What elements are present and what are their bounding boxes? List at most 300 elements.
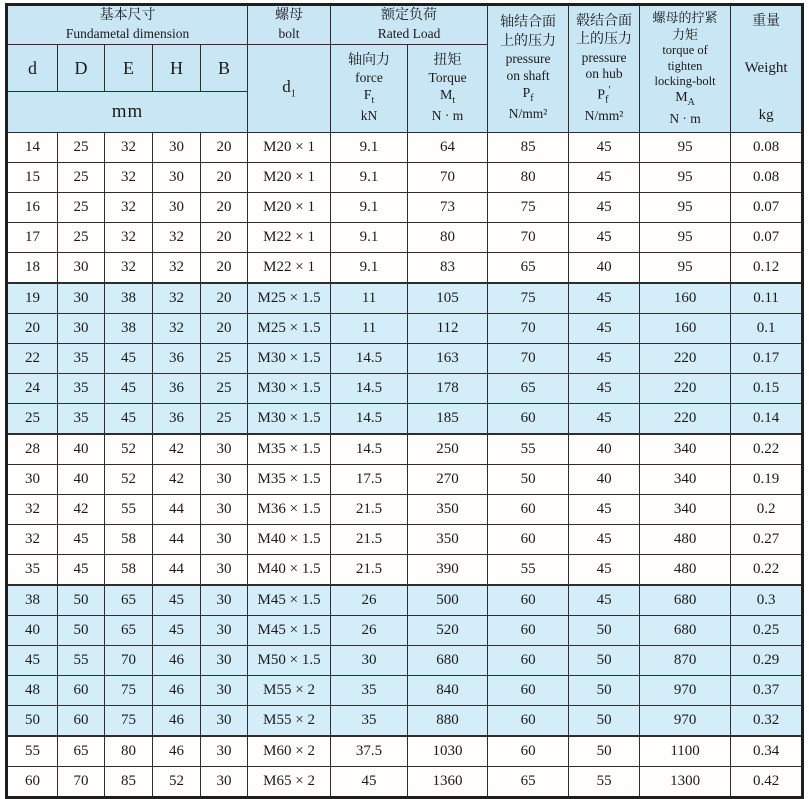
header-col-d: d: [7, 45, 58, 92]
cell-Mt: 250: [408, 434, 488, 465]
cell-weight: 0.11: [731, 283, 803, 314]
cell-B: 20: [201, 223, 248, 253]
cell-d: 45: [7, 646, 58, 676]
table-row: [7, 133, 803, 163]
cell-Mt: 185: [408, 404, 488, 435]
cell-Pf_shaft: 70: [488, 223, 569, 253]
cell-d1: M40 × 1.5: [248, 525, 331, 555]
cell-Mt: 390: [408, 555, 488, 586]
cell-E: 32: [105, 193, 153, 223]
cell-Ft: 9.1: [331, 223, 408, 253]
cell-d: 25: [7, 404, 58, 435]
cell-weight: 0.29: [731, 646, 803, 676]
cell-Ft: 37.5: [331, 736, 408, 767]
cell-H: 36: [153, 344, 201, 374]
cell-Mt: 880: [408, 706, 488, 737]
cell-Pf_hub: 45: [569, 525, 640, 555]
cell-B: 30: [201, 767, 248, 798]
cell-d: 35: [7, 555, 58, 586]
table-body: [7, 133, 803, 798]
cell-MA: 870: [640, 646, 731, 676]
table-row: [7, 193, 803, 223]
cell-Pf_shaft: 70: [488, 344, 569, 374]
cell-d1: M35 × 1.5: [248, 434, 331, 465]
cell-d: 14: [7, 133, 58, 163]
weight-zh: 重量: [752, 14, 781, 29]
cell-Pf_hub: 40: [569, 434, 640, 465]
tighten-en3: locking-bolt: [654, 73, 716, 88]
cell-B: 20: [201, 163, 248, 193]
cell-B: 20: [201, 193, 248, 223]
header-col-B: B: [201, 45, 248, 92]
cell-Ft: 30: [331, 646, 408, 676]
header-pressure-on-hub: [569, 5, 640, 133]
cell-Pf_hub: 40: [569, 253, 640, 284]
cell-weight: 0.34: [731, 736, 803, 767]
cell-Pf_hub: 50: [569, 736, 640, 767]
cell-Pf_hub: 45: [569, 555, 640, 586]
cell-Pf_shaft: 60: [488, 706, 569, 737]
cell-D: 25: [58, 223, 105, 253]
cell-D: 70: [58, 767, 105, 798]
cell-B: 30: [201, 525, 248, 555]
cell-D: 25: [58, 133, 105, 163]
cell-Pf_hub: 50: [569, 706, 640, 737]
cell-d1: M60 × 2: [248, 736, 331, 767]
basic-dimension-zh: 基本尺寸: [99, 8, 156, 24]
header-bolt: [248, 5, 331, 45]
cell-Ft: 21.5: [331, 525, 408, 555]
pressure-hub-en2: on hub: [585, 66, 623, 82]
cell-B: 30: [201, 495, 248, 525]
cell-weight: 0.07: [731, 223, 803, 253]
cell-weight: 0.2: [731, 495, 803, 525]
cell-Pf_hub: 40: [569, 465, 640, 495]
cell-Pf_shaft: 55: [488, 434, 569, 465]
cell-Pf_hub: 45: [569, 495, 640, 525]
table-row: [7, 253, 803, 284]
cell-B: 25: [201, 374, 248, 404]
table-row: [7, 283, 803, 314]
cell-MA: 220: [640, 374, 731, 404]
cell-weight: 0.42: [731, 767, 803, 798]
cell-Mt: 1030: [408, 736, 488, 767]
pressure-hub-symbol: $P_f'$: [597, 84, 611, 106]
force-unit: kN: [360, 108, 378, 124]
header-weight: [731, 5, 803, 133]
cell-D: 35: [58, 404, 105, 435]
cell-Pf_hub: 55: [569, 767, 640, 798]
cell-d1: M55 × 2: [248, 706, 331, 737]
cell-Ft: 26: [331, 616, 408, 646]
cell-Pf_hub: 50: [569, 646, 640, 676]
cell-weight: 0.17: [731, 344, 803, 374]
cell-Mt: 500: [408, 585, 488, 616]
cell-H: 30: [153, 193, 201, 223]
cell-MA: 160: [640, 314, 731, 344]
cell-d: 30: [7, 465, 58, 495]
cell-D: 30: [58, 253, 105, 284]
cell-Pf_hub: 45: [569, 585, 640, 616]
cell-MA: 340: [640, 465, 731, 495]
cell-MA: 340: [640, 434, 731, 465]
cell-H: 44: [153, 495, 201, 525]
cell-E: 80: [105, 736, 153, 767]
cell-Mt: 520: [408, 616, 488, 646]
pressure-shaft-symbol: $P_f$: [522, 86, 534, 104]
cell-weight: 0.22: [731, 555, 803, 586]
cell-Mt: 1360: [408, 767, 488, 798]
cell-weight: 0.08: [731, 163, 803, 193]
cell-E: 52: [105, 434, 153, 465]
cell-Pf_hub: 45: [569, 223, 640, 253]
cell-Pf_shaft: 75: [488, 283, 569, 314]
cell-d: 16: [7, 193, 58, 223]
cell-weight: 0.22: [731, 434, 803, 465]
cell-B: 30: [201, 646, 248, 676]
cell-MA: 95: [640, 253, 731, 284]
cell-d: 40: [7, 616, 58, 646]
cell-H: 32: [153, 283, 201, 314]
cell-Pf_shaft: 60: [488, 525, 569, 555]
cell-d: 60: [7, 767, 58, 798]
cell-Pf_shaft: 50: [488, 465, 569, 495]
cell-H: 46: [153, 676, 201, 706]
cell-E: 32: [105, 133, 153, 163]
cell-Ft: 35: [331, 706, 408, 737]
cell-Pf_hub: 45: [569, 314, 640, 344]
pressure-shaft-en1: pressure: [505, 51, 551, 67]
cell-MA: 680: [640, 616, 731, 646]
cell-MA: 95: [640, 163, 731, 193]
cell-Ft: 21.5: [331, 555, 408, 586]
cell-E: 65: [105, 585, 153, 616]
cell-Pf_shaft: 55: [488, 555, 569, 586]
cell-D: 35: [58, 344, 105, 374]
cell-H: 45: [153, 616, 201, 646]
cell-E: 52: [105, 465, 153, 495]
table-row: [7, 465, 803, 495]
table-row: [7, 314, 803, 344]
cell-weight: 0.27: [731, 525, 803, 555]
cell-MA: 95: [640, 193, 731, 223]
header-pressure-on-shaft: [488, 5, 569, 133]
cell-Pf_shaft: 65: [488, 253, 569, 284]
cell-weight: 0.12: [731, 253, 803, 284]
cell-d: 50: [7, 706, 58, 737]
cell-d1: M45 × 1.5: [248, 616, 331, 646]
cell-Ft: 9.1: [331, 253, 408, 284]
cell-Mt: 350: [408, 495, 488, 525]
cell-E: 55: [105, 495, 153, 525]
cell-Pf_shaft: 85: [488, 133, 569, 163]
cell-B: 20: [201, 133, 248, 163]
force-en: force: [355, 70, 383, 86]
table-row: [7, 344, 803, 374]
cell-d1: M50 × 1.5: [248, 646, 331, 676]
pressure-shaft-en2: on shaft: [506, 68, 550, 84]
cell-D: 60: [58, 706, 105, 737]
cell-Ft: 9.1: [331, 193, 408, 223]
table-row: [7, 163, 803, 193]
cell-D: 35: [58, 374, 105, 404]
cell-Pf_shaft: 60: [488, 495, 569, 525]
cell-B: 30: [201, 676, 248, 706]
cell-d: 19: [7, 283, 58, 314]
cell-Pf_hub: 45: [569, 404, 640, 435]
cell-D: 42: [58, 495, 105, 525]
cell-Mt: 680: [408, 646, 488, 676]
table-row: [7, 495, 803, 525]
cell-Mt: 83: [408, 253, 488, 284]
cell-Ft: 35: [331, 676, 408, 706]
cell-D: 25: [58, 193, 105, 223]
cell-Pf_shaft: 65: [488, 767, 569, 798]
pressure-hub-unit: N/mm²: [584, 108, 624, 124]
cell-D: 50: [58, 616, 105, 646]
cell-MA: 220: [640, 344, 731, 374]
cell-B: 30: [201, 465, 248, 495]
cell-d: 18: [7, 253, 58, 284]
header-rated-load: [331, 5, 488, 45]
cell-MA: 220: [640, 404, 731, 435]
cell-Ft: 11: [331, 314, 408, 344]
cell-E: 32: [105, 253, 153, 284]
header-axial-force: [331, 45, 408, 133]
header-torque: [408, 45, 488, 133]
cell-Ft: 26: [331, 585, 408, 616]
cell-E: 45: [105, 404, 153, 435]
cell-H: 46: [153, 706, 201, 737]
cell-Mt: 112: [408, 314, 488, 344]
cell-Ft: 11: [331, 283, 408, 314]
cell-d1: M65 × 2: [248, 767, 331, 798]
cell-H: 45: [153, 585, 201, 616]
cell-d1: M20 × 1: [248, 193, 331, 223]
cell-E: 75: [105, 706, 153, 737]
cell-MA: 1100: [640, 736, 731, 767]
pressure-shaft-unit: N/mm²: [508, 106, 548, 122]
cell-Mt: 350: [408, 525, 488, 555]
cell-B: 30: [201, 555, 248, 586]
weight-unit: kg: [758, 106, 774, 123]
bolt-zh: 螺母: [275, 8, 304, 24]
cell-d: 38: [7, 585, 58, 616]
cell-Pf_shaft: 60: [488, 676, 569, 706]
torque-en: Torque: [428, 70, 467, 86]
cell-H: 52: [153, 767, 201, 798]
tighten-zh1: 螺母的拧紧: [652, 10, 718, 26]
cell-weight: 0.37: [731, 676, 803, 706]
cell-Pf_hub: 45: [569, 283, 640, 314]
cell-MA: 680: [640, 585, 731, 616]
cell-Mt: 64: [408, 133, 488, 163]
cell-Pf_shaft: 80: [488, 163, 569, 193]
cell-D: 65: [58, 736, 105, 767]
cell-d1: M20 × 1: [248, 133, 331, 163]
cell-weight: 0.3: [731, 585, 803, 616]
cell-d: 20: [7, 314, 58, 344]
cell-H: 36: [153, 404, 201, 435]
cell-MA: 95: [640, 223, 731, 253]
tighten-en1: torque of: [662, 43, 708, 58]
cell-D: 30: [58, 283, 105, 314]
cell-d: 48: [7, 676, 58, 706]
cell-weight: 0.08: [731, 133, 803, 163]
cell-Ft: 14.5: [331, 374, 408, 404]
table-row: [7, 555, 803, 586]
cell-E: 32: [105, 163, 153, 193]
rated-load-zh: 额定负荷: [381, 8, 438, 24]
cell-Pf_shaft: 60: [488, 404, 569, 435]
cell-E: 85: [105, 767, 153, 798]
cell-H: 44: [153, 555, 201, 586]
cell-MA: 970: [640, 676, 731, 706]
force-zh: 轴向力: [348, 52, 391, 68]
header-col-D: D: [58, 45, 105, 92]
pressure-hub-zh2: 上的压力: [576, 32, 633, 48]
table-row: [7, 676, 803, 706]
cell-H: 42: [153, 434, 201, 465]
cell-E: 75: [105, 676, 153, 706]
cell-Mt: 105: [408, 283, 488, 314]
cell-d1: M45 × 1.5: [248, 585, 331, 616]
cell-B: 30: [201, 736, 248, 767]
pressure-hub-en1: pressure: [581, 49, 627, 65]
table-row: [7, 374, 803, 404]
torque-unit: N · m: [431, 108, 464, 124]
cell-Mt: 270: [408, 465, 488, 495]
cell-d1: M30 × 1.5: [248, 404, 331, 435]
tighten-en2: tighten: [667, 58, 703, 73]
cell-d1: M25 × 1.5: [248, 283, 331, 314]
cell-weight: 0.19: [731, 465, 803, 495]
d1-symbol: $d_1$: [282, 77, 296, 100]
cell-Ft: 9.1: [331, 133, 408, 163]
cell-d: 17: [7, 223, 58, 253]
cell-E: 38: [105, 283, 153, 314]
cell-H: 32: [153, 223, 201, 253]
cell-Mt: 80: [408, 223, 488, 253]
cell-Pf_hub: 50: [569, 676, 640, 706]
table-row: [7, 585, 803, 616]
cell-d: 32: [7, 525, 58, 555]
header-basic-dimension: [7, 5, 248, 45]
table-row: [7, 767, 803, 798]
cell-MA: 340: [640, 495, 731, 525]
cell-H: 32: [153, 314, 201, 344]
cell-B: 25: [201, 404, 248, 435]
cell-MA: 95: [640, 133, 731, 163]
cell-MA: 480: [640, 525, 731, 555]
cell-Pf_hub: 45: [569, 374, 640, 404]
cell-E: 70: [105, 646, 153, 676]
cell-D: 45: [58, 555, 105, 586]
cell-Mt: 178: [408, 374, 488, 404]
header-tighten-torque: [640, 5, 731, 133]
tighten-symbol: $M_A$: [675, 90, 695, 109]
header-col-E: E: [105, 45, 153, 92]
cell-H: 46: [153, 646, 201, 676]
cell-weight: 0.25: [731, 616, 803, 646]
cell-D: 60: [58, 676, 105, 706]
cell-weight: 0.15: [731, 374, 803, 404]
cell-B: 30: [201, 706, 248, 737]
cell-D: 55: [58, 646, 105, 676]
cell-Ft: 14.5: [331, 434, 408, 465]
table-row: [7, 736, 803, 767]
cell-d1: M22 × 1: [248, 223, 331, 253]
torque-symbol: $M_t$: [439, 87, 456, 106]
cell-Pf_hub: 45: [569, 163, 640, 193]
cell-d: 28: [7, 434, 58, 465]
cell-D: 25: [58, 163, 105, 193]
cell-D: 40: [58, 434, 105, 465]
cell-D: 45: [58, 525, 105, 555]
cell-d1: M25 × 1.5: [248, 314, 331, 344]
cell-D: 30: [58, 314, 105, 344]
cell-Ft: 45: [331, 767, 408, 798]
force-symbol: $F_t$: [363, 87, 375, 106]
cell-d1: M55 × 2: [248, 676, 331, 706]
rated-load-en: Rated Load: [377, 25, 441, 41]
pressure-hub-zh1: 毂结合面: [576, 13, 633, 29]
cell-B: 30: [201, 616, 248, 646]
cell-d1: M40 × 1.5: [248, 555, 331, 586]
cell-E: 58: [105, 525, 153, 555]
cell-Pf_hub: 45: [569, 193, 640, 223]
cell-Mt: 840: [408, 676, 488, 706]
tighten-zh2: 力矩: [672, 26, 699, 42]
cell-E: 32: [105, 223, 153, 253]
cell-Pf_hub: 45: [569, 133, 640, 163]
cell-d: 15: [7, 163, 58, 193]
header-col-H: H: [153, 45, 201, 92]
cell-B: 30: [201, 585, 248, 616]
cell-MA: 160: [640, 283, 731, 314]
cell-Pf_hub: 45: [569, 344, 640, 374]
table-row: [7, 434, 803, 465]
cell-d: 24: [7, 374, 58, 404]
cell-Pf_shaft: 60: [488, 646, 569, 676]
cell-d: 32: [7, 495, 58, 525]
cell-E: 58: [105, 555, 153, 586]
cell-Pf_shaft: 60: [488, 736, 569, 767]
tighten-unit: N · m: [669, 110, 701, 126]
cell-Pf_shaft: 75: [488, 193, 569, 223]
cell-d1: M20 × 1: [248, 163, 331, 193]
cell-MA: 480: [640, 555, 731, 586]
torque-zh: 扭矩: [433, 52, 462, 68]
cell-D: 40: [58, 465, 105, 495]
header-mm-unit: mm: [7, 92, 248, 133]
cell-E: 65: [105, 616, 153, 646]
cell-weight: 0.14: [731, 404, 803, 435]
cell-d1: M35 × 1.5: [248, 465, 331, 495]
bolt-en: bolt: [278, 25, 300, 41]
table-row: [7, 616, 803, 646]
basic-dimension-en: Fundametal dimension: [65, 25, 190, 41]
header-d1: [248, 45, 331, 133]
cell-Mt: 70: [408, 163, 488, 193]
cell-E: 45: [105, 344, 153, 374]
cell-weight: 0.32: [731, 706, 803, 737]
table-row: [7, 404, 803, 435]
cell-weight: 0.07: [731, 193, 803, 223]
cell-Mt: 73: [408, 193, 488, 223]
cell-Ft: 21.5: [331, 495, 408, 525]
cell-B: 30: [201, 434, 248, 465]
